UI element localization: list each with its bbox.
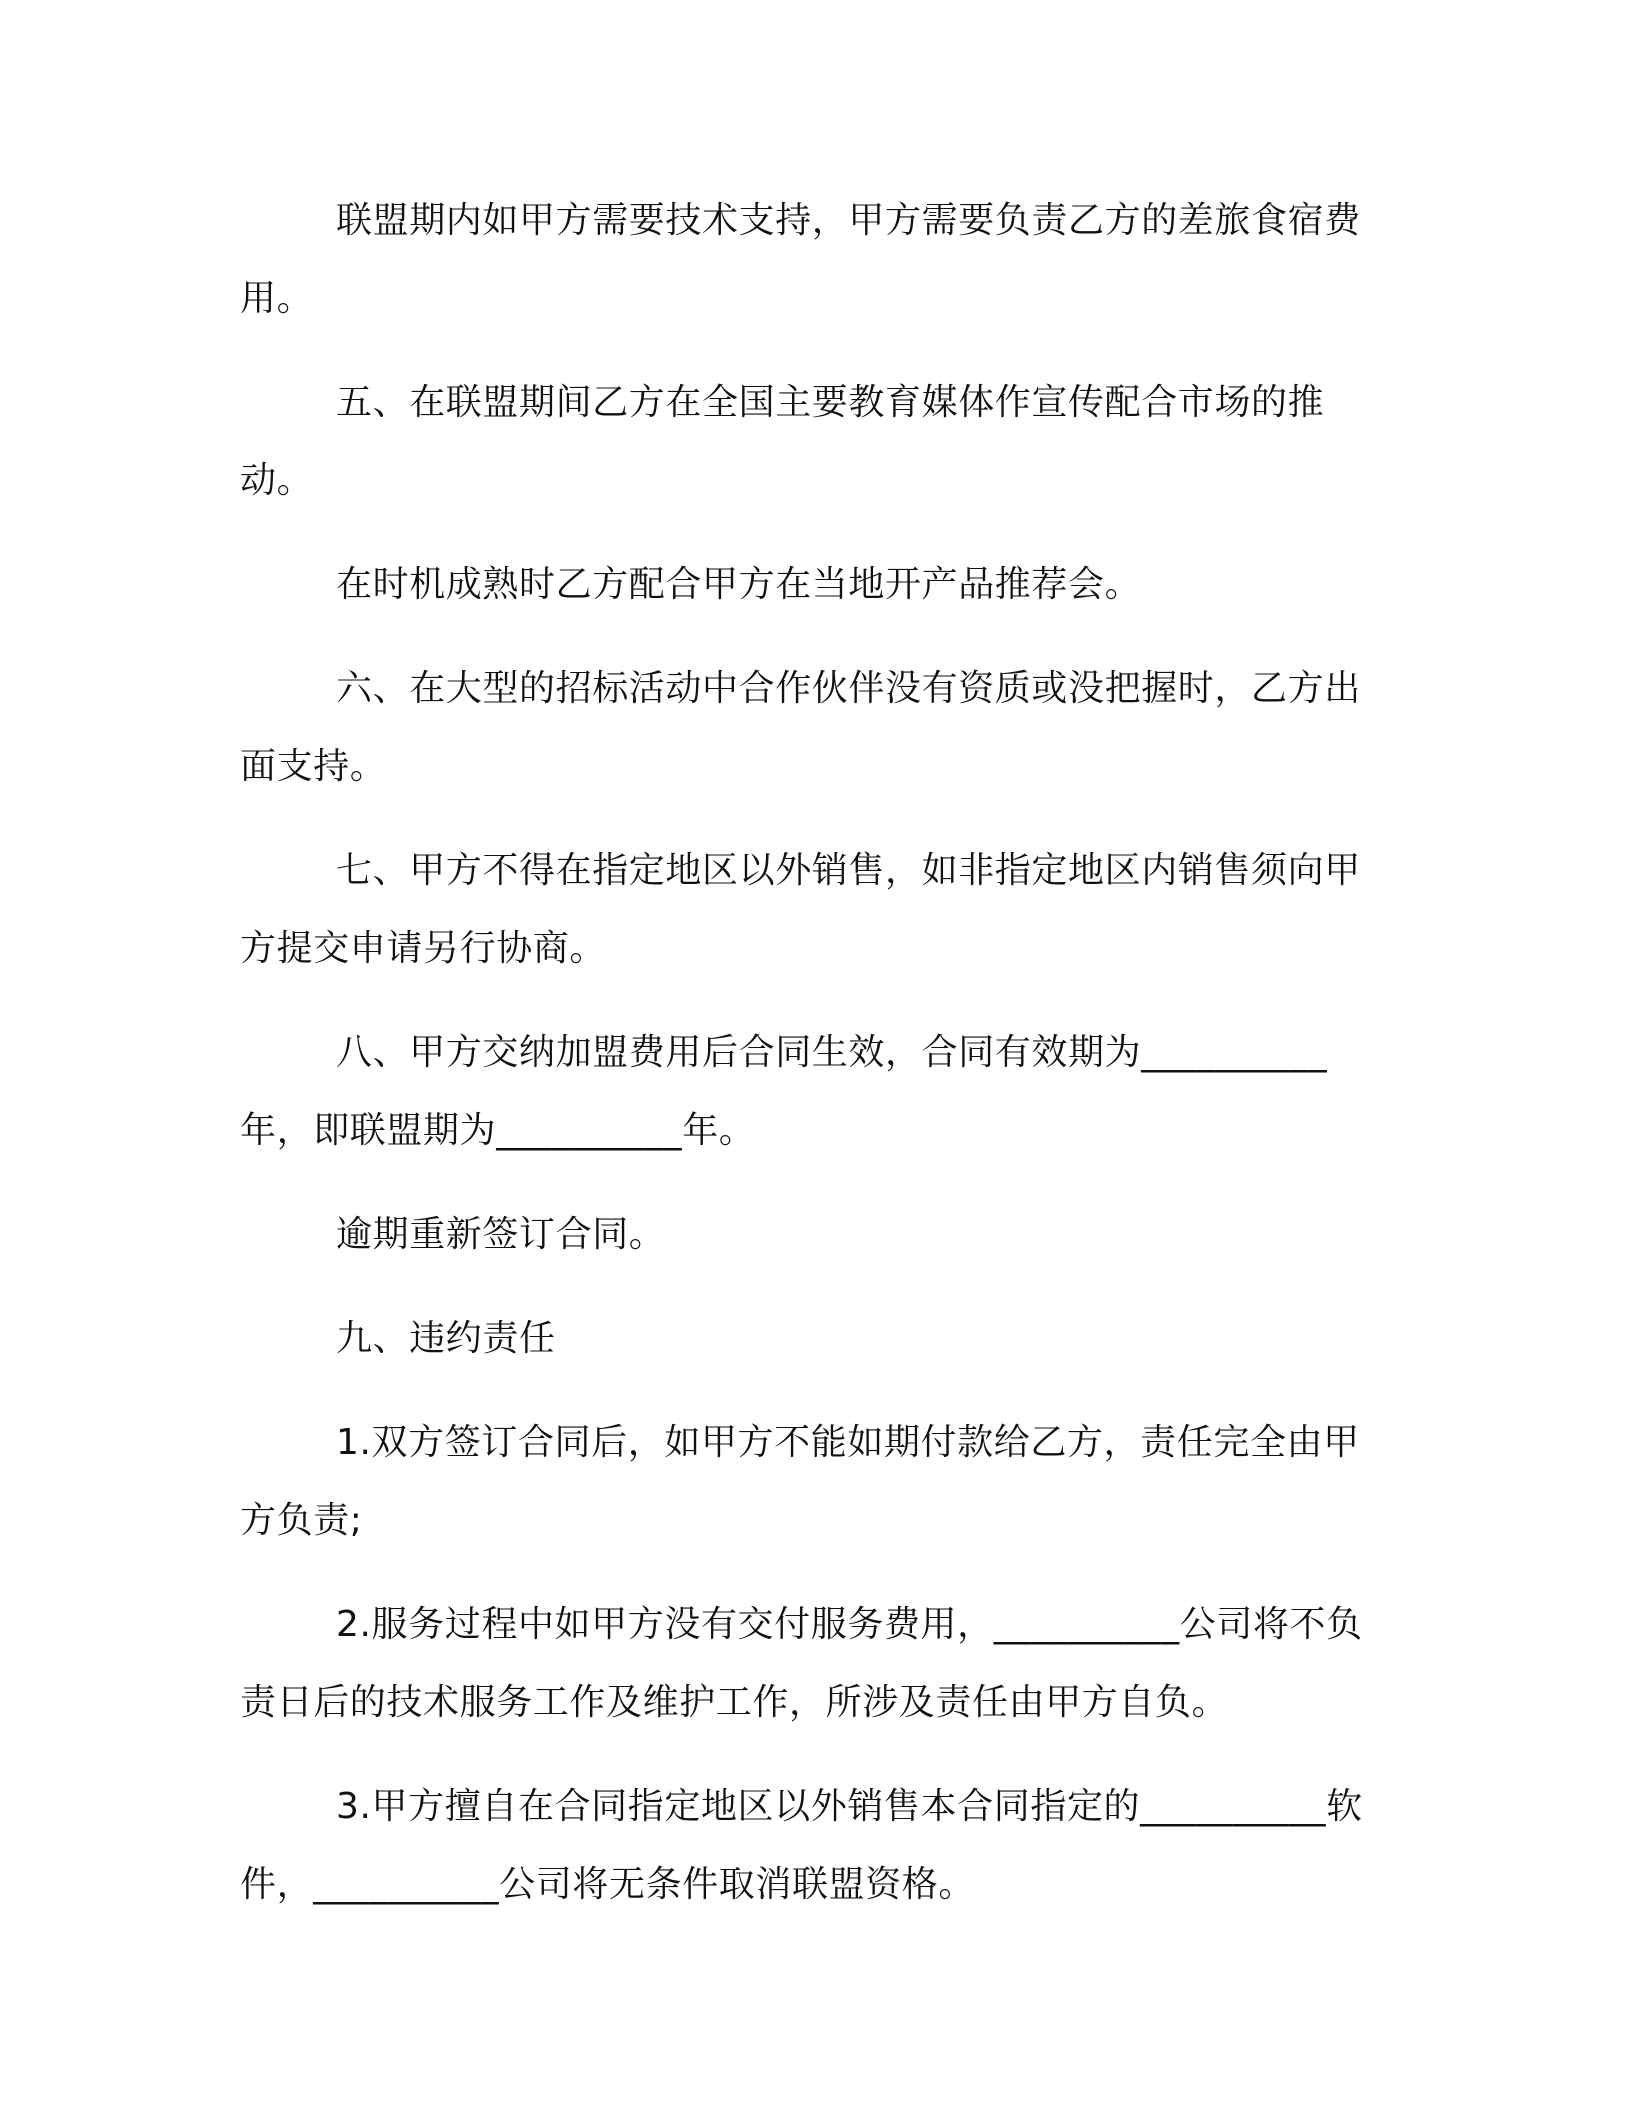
document-body [240,182,1390,1950]
paragraph-clause-7: 七、甲方不得在指定地区以外销售，如非指定地区内销售须向甲方提交申请另行协商。 [240,850,1361,969]
paragraph-liability-2: 2.服务过程中如甲方没有交付服务费用，__________公司将不负责日后的技术服务工作及维护工作，所涉及责任由甲方自负。 [240,1604,1363,1723]
paragraph-liability-3: 3.甲方擅自在合同指定地区以外销售本合同指定的__________软件，__________公司将无条件取消联盟资格。 [240,1786,1363,1905]
paragraph-liability-1: 1.双方签订合同后，如甲方不能如期付款给乙方，责任完全由甲方负责; [240,1422,1360,1541]
section-heading-breach-liability: 九、违约责任 [336,1318,556,1359]
paragraph-contract-renewal: 逾期重新签订合同。 [336,1214,666,1255]
paragraph-product-promotion: 在时机成熟时乙方配合甲方在当地开产品推荐会。 [336,564,1142,605]
paragraph-clause-5: 五、在联盟期间乙方在全国主要教育媒体作宣传配合市场的推动。 [240,382,1325,501]
paragraph-clause-6: 六、在大型的招标活动中合作伙伴没有资质或没把握时，乙方出面支持。 [240,668,1361,787]
paragraph-travel-expenses: 联盟期内如甲方需要技术支持，甲方需要负责乙方的差旅食宿费用。 [240,200,1361,319]
paragraph-clause-8: 八、甲方交纳加盟费用后合同生效，合同有效期为__________年，即联盟期为__________年。 [240,1032,1328,1151]
